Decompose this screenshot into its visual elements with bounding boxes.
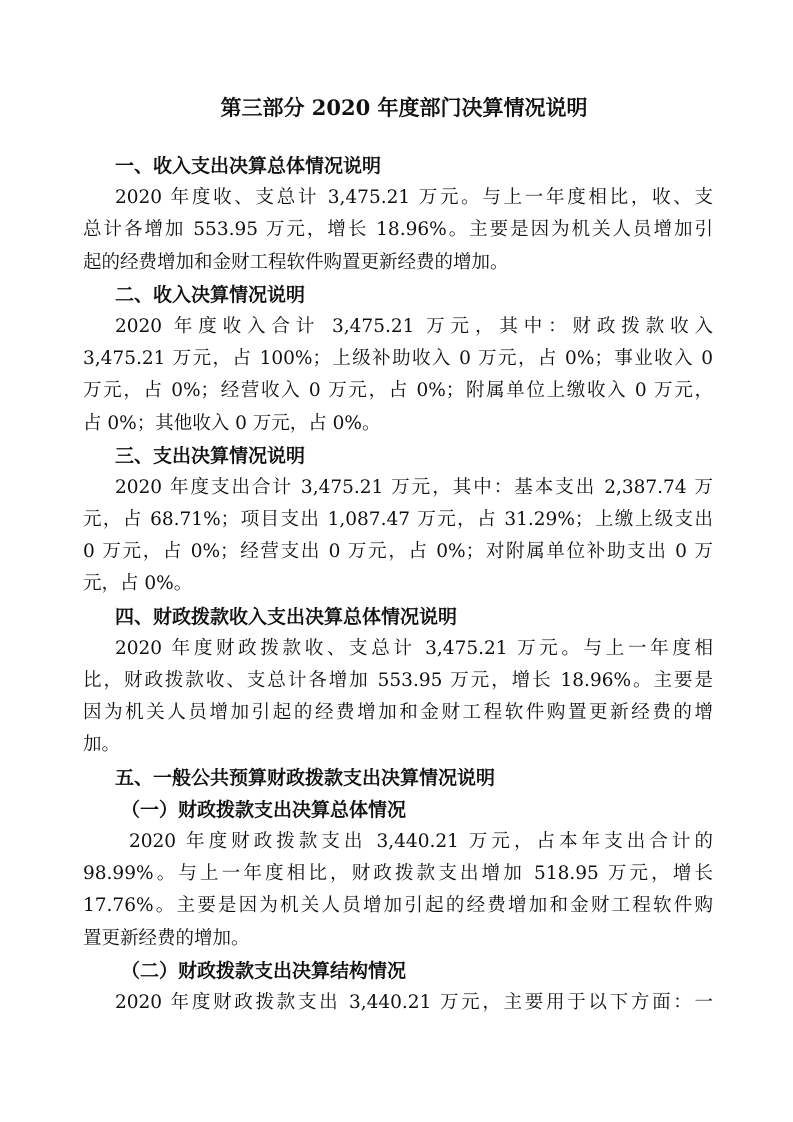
paragraph-line: 0 万元，占 0%；经营支出 0 万元，占 0%；对附属单位补助支出 0 万: [83, 541, 713, 563]
paragraph: [83, 472, 713, 601]
section-heading: 五、一般公共预算财政拨款支出决算情况说明: [115, 766, 496, 789]
paragraph: [83, 826, 713, 955]
section-heading: 三、支出决算情况说明: [115, 444, 306, 467]
paragraph: [83, 633, 713, 762]
document-page: [83, 92, 713, 1019]
paragraph-line: 2020 年度支出合计 3,475.21 万元，其中：基本支出 2,387.74 万: [115, 476, 713, 498]
paragraph-line: 2020 年度收入合计 3,475.21 万元，其中：财政拨款收入: [115, 315, 713, 337]
paragraph-line: 2020 年度收、支总计 3,475.21 万元。与上一年度相比，收、支: [115, 187, 713, 209]
paragraph-line: 占 0%；其他收入 0 万元，占 0%。: [83, 412, 381, 434]
paragraph-line: 起的经费增加和金财工程软件购置更新经费的增加。: [83, 251, 509, 273]
paragraph-line: 元，占 0%。: [83, 573, 193, 595]
section-heading: 一、收入支出决算总体情况说明: [115, 155, 382, 177]
paragraph-line: 2020 年度财政拨款支出 3,440.21 万元，占本年支出合计的: [129, 830, 713, 852]
paragraph-line: 17.76%。主要是因为机关人员增加引起的经费增加和金财工程软件购: [83, 895, 713, 917]
page-title: 第三部分 2020 年度部门决算情况说明: [220, 95, 588, 120]
paragraph-line: 98.99%。与上一年度相比，财政拨款支出增加 518.95 万元，增长: [83, 863, 713, 885]
section-heading: 二、收入决算情况说明: [115, 283, 306, 306]
paragraph-line: 因为机关人员增加引起的经费增加和金财工程软件购置更新经费的增: [83, 702, 713, 724]
paragraph-line: 3,475.21 万元，占 100%；上级补助收入 0 万元，占 0%；事业收入 0: [83, 348, 713, 370]
paragraph: [83, 311, 713, 440]
paragraph-line: 比，财政拨款收、支总计各增加 553.95 万元，增长 18.96%。主要是: [83, 670, 713, 691]
subsection-heading: （二）财政拨款支出决算结构情况: [121, 959, 407, 982]
paragraph-line: 加。: [83, 734, 121, 756]
section-heading: 四、财政拨款收入支出决算总体情况说明: [115, 605, 458, 628]
paragraph-line: 2020 年度财政拨款收、支总计 3,475.21 万元。与上一年度相: [115, 637, 713, 659]
document-body: [83, 150, 713, 1019]
subsection-heading: （一）财政拨款支出决算总体情况: [121, 798, 407, 821]
paragraph-line: 总计各增加 553.95 万元，增长 18.96%。主要是因为机关人员增加引: [83, 219, 713, 241]
paragraph-line: 万元，占 0%；经营收入 0 万元，占 0%；附属单位上缴收入 0 万元，: [83, 380, 713, 402]
paragraph-line: 元，占 68.71%；项目支出 1,087.47 万元，占 31.29%；上缴上级支出: [83, 509, 713, 531]
paragraph: [83, 182, 713, 279]
paragraph: [83, 987, 713, 1019]
paragraph-line: 置更新经费的增加。: [83, 927, 250, 949]
paragraph-line: 2020 年度财政拨款支出 3,440.21 万元，主要用于以下方面：一: [115, 991, 713, 1013]
